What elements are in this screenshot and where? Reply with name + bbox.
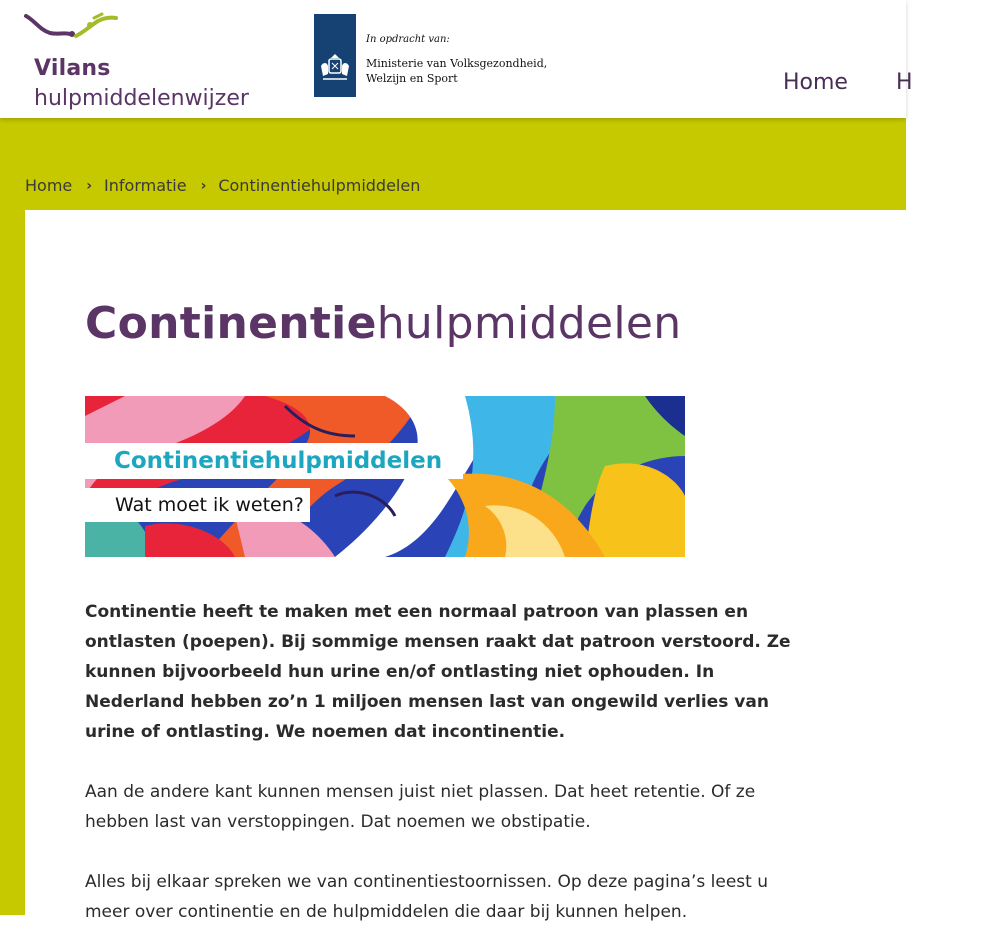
- chevron-right-icon: ›: [200, 177, 207, 194]
- site-header: [0, 0, 913, 118]
- swimmer-logo-icon: [24, 12, 119, 42]
- coat-of-arms-icon: [317, 52, 353, 86]
- intro-paragraph: Continentie heeft te maken met een normaal patroon van plassen en ontlasten (poepen). Bij sommige mensen raakt dat patroon verstoord. Ze kunnen bijvoorbeeld hun urine en/of ontlasting niet ophouden. In Nederland hebben zo’n 1 miljoen mensen last van ongewild verlies van urine of ontlasting. We noemen dat incontinentie.: [85, 602, 791, 742]
- page-title: [85, 298, 681, 349]
- breadcrumb-current: Continentiehulpmiddelen: [218, 176, 421, 195]
- ministry-prefix: In opdracht van:: [366, 34, 450, 45]
- breadcrumb: [25, 176, 420, 195]
- ministry-name: Ministerie van Volksgezondheid, Welzijn en Sport: [366, 57, 548, 85]
- hero-banner: [85, 396, 685, 557]
- nav-next-link[interactable]: H: [896, 70, 913, 95]
- page-title-bold: Continentie: [85, 298, 377, 349]
- ministry-logo: [314, 14, 554, 98]
- nav-item-clipped[interactable]: [896, 70, 913, 100]
- nav-home-link[interactable]: Home: [783, 70, 848, 95]
- ministry-emblem: [314, 14, 356, 97]
- vilans-logo[interactable]: [24, 12, 274, 111]
- chevron-right-icon: ›: [86, 177, 93, 194]
- main-content: [25, 210, 906, 922]
- body-paragraph: Alles bij elkaar spreken we van continentiestoornissen. Op deze pagina’s leest u meer over continentie en de hulpmiddelen die daar bij kunnen helpen.: [85, 872, 768, 922]
- body-paragraph: Aan de andere kant kunnen mensen juist niet plassen. Dat heet retentie. Of ze hebben last van verstoppingen. Dat noemen we obstipatie.: [85, 782, 756, 832]
- page-title-rest: hulpmiddelen: [376, 298, 682, 349]
- logo-name: Vilans: [34, 56, 111, 81]
- logo-subtitle: hulpmiddelenwijzer: [34, 86, 249, 111]
- breadcrumb-informatie[interactable]: Informatie: [104, 176, 187, 195]
- banner-subtitle: Wat moet ik weten?: [85, 488, 310, 522]
- banner-title: Continentiehulpmiddelen: [85, 443, 463, 479]
- breadcrumb-home[interactable]: Home: [25, 176, 73, 195]
